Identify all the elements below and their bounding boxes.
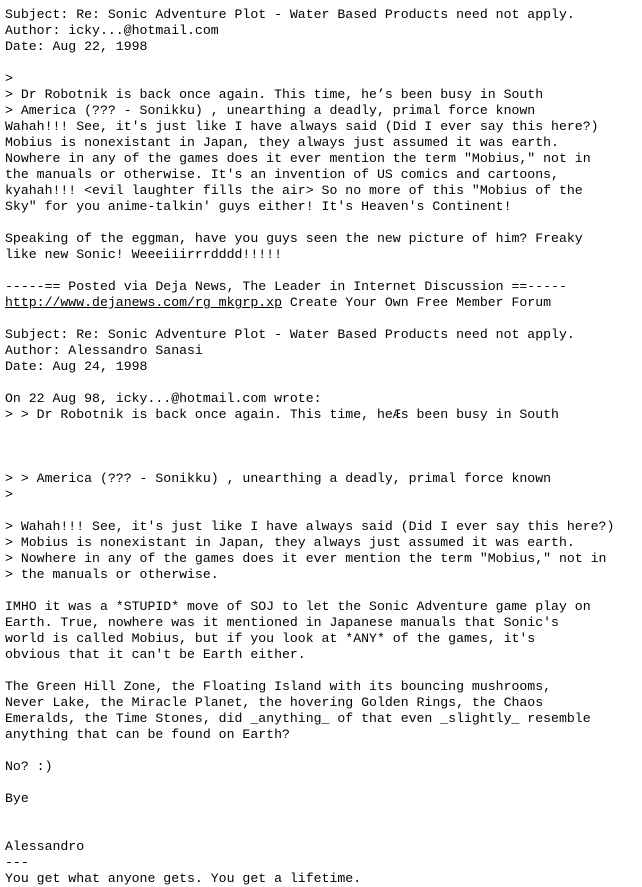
post1-quote-line-1: > Dr Robotnik is back once again. This time, he’s been busy in South: [5, 87, 544, 102]
post2-quoted-line: > Wahah!!! See, it's just like I have always said (Did I ever say this here?): [5, 519, 615, 534]
post2-quoted-line: > the manuals or otherwise.: [5, 567, 219, 582]
post2-quote-marker: >: [5, 487, 13, 502]
blank-line: [5, 375, 637, 391]
post2-subject: Subject: Re: Sonic Adventure Plot - Water Based Products need not apply.: [5, 327, 575, 342]
post2-question: No? :): [5, 759, 53, 774]
post1-subject: Subject: Re: Sonic Adventure Plot - Water Based Products need not apply.: [5, 7, 575, 22]
deja-news-link-line: [5, 295, 637, 311]
post2-reply-line: Emeralds, the Time Stones, did _anything_ of that even _slightly_ resemble: [5, 711, 591, 726]
blank-line: [5, 663, 637, 679]
post1-body-line: the manuals or otherwise. It's an invention of US comics and cartoons,: [5, 167, 559, 182]
post2-reply-line: The Green Hill Zone, the Floating Island with its bouncing mushrooms,: [5, 679, 552, 694]
post2-reply-line: Never Lake, the Miracle Planet, the hovering Golden Rings, the Chaos: [5, 695, 544, 710]
post1-body-line: Nowhere in any of the games does it ever mention the term "Mobius," not in: [5, 151, 591, 166]
post2-quoted-line: > Mobius is nonexistant in Japan, they always just assumed it was earth.: [5, 535, 575, 550]
blank-line: [5, 743, 637, 759]
post2-nested-quote-2: > > America (??? - Sonikku) , unearthing a deadly, primal force known: [5, 471, 552, 486]
post1-author: Author: icky...@hotmail.com: [5, 23, 219, 38]
post1-body-line: like new Sonic! Weeeiiirrrdddd!!!!!: [5, 247, 282, 262]
deja-news-link[interactable]: http://www.dejanews.com/rg_mkgrp.xp: [5, 295, 282, 310]
blank-line: [5, 55, 637, 71]
blank-line: [5, 455, 637, 471]
blank-line: [5, 311, 637, 327]
post2-date: Date: Aug 24, 1998: [5, 359, 148, 374]
blank-line: [5, 823, 637, 839]
blank-line: [5, 807, 637, 823]
post2-reply-line: anything that can be found on Earth?: [5, 727, 290, 742]
post2-attribution: On 22 Aug 98, icky...@hotmail.com wrote:: [5, 391, 322, 406]
signature-name: Alessandro: [5, 839, 85, 854]
blank-line: [5, 215, 637, 231]
blank-line: [5, 503, 637, 519]
signature-separator: ---: [5, 855, 29, 870]
post2-reply-line: Earth. True, nowhere was it mentioned in Japanese manuals that Sonic's: [5, 615, 559, 630]
blank-line: [5, 775, 637, 791]
blank-line: [5, 263, 637, 279]
post2-reply-line: world is called Mobius, but if you look at *ANY* of the games, it's: [5, 631, 536, 646]
post1-date: Date: Aug 22, 1998: [5, 39, 148, 54]
post2-nested-quote-1: > > Dr Robotnik is back once again. This time, heÆs been busy in South: [5, 407, 559, 422]
post1-body-line: kyahah!!! <evil laughter fills the air> So no more of this "Mobius of the: [5, 183, 583, 198]
deja-news-banner: -----== Posted via Deja News, The Leader in Internet Discussion ==-----: [5, 279, 567, 294]
signature-quote: You get what anyone gets. You get a lifetime.: [5, 871, 362, 886]
post2-reply-line: obvious that it can't be Earth either.: [5, 647, 306, 662]
post1-quote-line-2: > America (??? - Sonikku) , unearthing a deadly, primal force known: [5, 103, 536, 118]
post1-body-line: Mobius is nonexistant in Japan, they always just assumed it was earth.: [5, 135, 559, 150]
post1-body-line: Sky" for you anime-talkin' guys either! It's Heaven's Continent!: [5, 199, 512, 214]
post1-quote-marker: >: [5, 71, 13, 86]
blank-line: [5, 439, 637, 455]
post2-bye: Bye: [5, 791, 29, 806]
post2-reply-line: IMHO it was a *STUPID* move of SOJ to let the Sonic Adventure game play on: [5, 599, 591, 614]
blank-line: [5, 423, 637, 439]
post2-author: Author: Alessandro Sanasi: [5, 343, 203, 358]
post2-quoted-line: > Nowhere in any of the games does it ever mention the term "Mobius," not in: [5, 551, 607, 566]
newsgroup-thread: [5, 7, 637, 887]
post1-body-line: Speaking of the eggman, have you guys seen the new picture of him? Freaky: [5, 231, 583, 246]
blank-line: [5, 583, 637, 599]
deja-news-link-suffix: Create Your Own Free Member Forum: [281, 295, 552, 310]
post1-body-line: Wahah!!! See, it's just like I have always said (Did I ever say this here?): [5, 119, 599, 134]
